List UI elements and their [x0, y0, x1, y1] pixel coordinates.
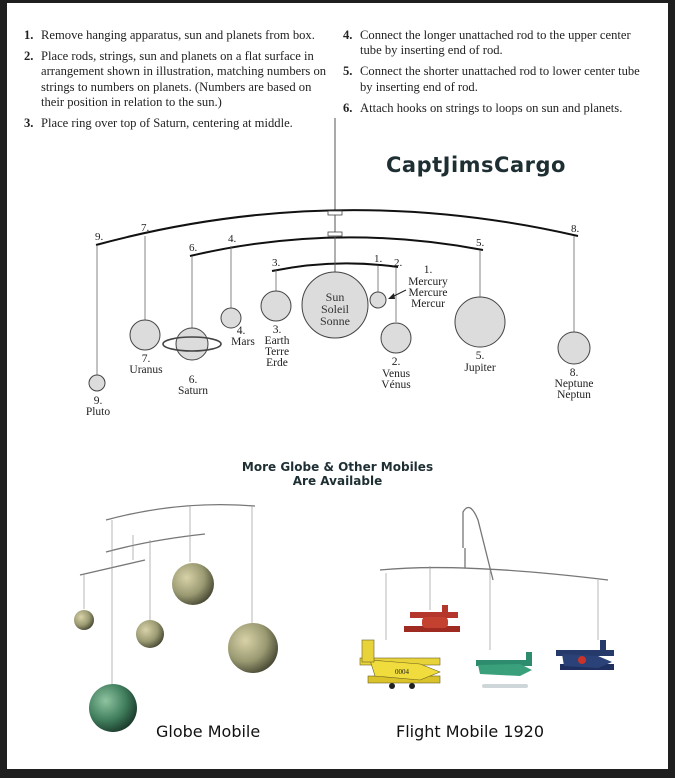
string-number-label: 7.: [141, 222, 150, 234]
planet-label: 3.: [272, 324, 282, 336]
planet-label: Neptune: [554, 378, 594, 390]
planet-label: Erde: [266, 357, 288, 369]
planet-label: 5.: [475, 350, 485, 362]
string-number-label: 5.: [476, 237, 485, 249]
blue-biplane: [556, 640, 614, 670]
planet-label: Terre: [264, 346, 290, 358]
lower-center-tube: [328, 232, 342, 236]
planet-label: 1.: [423, 264, 433, 276]
string-number-label: 9.: [95, 231, 104, 243]
planet-label: 9.: [93, 395, 103, 407]
instruction-step: 3. Place ring over top of Saturn, centering at middle.: [24, 116, 293, 131]
instruction-step: 4. Connect the longer unattached rod to the upper center tube by inserting end of rod.: [343, 28, 631, 58]
upper-center-tube: [328, 211, 342, 215]
saturn-sphere: [176, 328, 208, 360]
globe-sphere: [74, 610, 94, 630]
planet-label: 8.: [569, 367, 579, 379]
sun-label: Sonne: [320, 314, 350, 328]
planet-label: Mercure: [408, 287, 448, 299]
planet-label: Neptun: [557, 389, 591, 401]
globe-sphere: [172, 563, 214, 605]
promo-line: More Globe & Other Mobiles: [241, 460, 434, 474]
yellow-biplane: [360, 640, 440, 689]
plane-tail-text: 0004: [395, 668, 409, 676]
globe-mobile-photo: [74, 505, 278, 732]
planet-label: 2.: [391, 356, 401, 368]
green-seaplane: [476, 652, 532, 688]
sun-label: Soleil: [320, 302, 350, 316]
globe-sphere: [228, 623, 278, 673]
string-number-label: 4.: [228, 233, 237, 245]
globe-sphere: [89, 684, 137, 732]
planet-label: 4.: [236, 325, 246, 337]
flight-mobile-caption: Flight Mobile 1920: [396, 722, 545, 741]
promo-line: Are Available: [292, 474, 383, 488]
planet-label: Jupiter: [464, 362, 496, 374]
instruction-step: 2. Place rods, strings, sun and planets on a flat surface in arrangement shown in illustration, matching numbers on strings to numbers on planets. (Numbers are based on their position in relation to the sun.): [24, 49, 327, 109]
promo-text: [0, 460, 675, 488]
planet-label: Vénus: [381, 379, 411, 391]
string-number-label: 2.: [394, 257, 403, 269]
instruction-step: 5. Connect the shorter unattached rod to lower center tube by inserting end of rod.: [343, 64, 640, 94]
planet-label: Mercur: [411, 298, 445, 310]
arrow-icon: [388, 293, 395, 299]
instruction-step: 1. Remove hanging apparatus, sun and planets from box.: [24, 28, 315, 42]
earth-sphere: [261, 291, 291, 321]
uranus-sphere: [130, 320, 160, 350]
jupiter-sphere: [455, 297, 505, 347]
instruction-step: 6. Attach hooks on strings to loops on sun and planets.: [343, 100, 623, 115]
brand-logo-text: CaptJimsCargo: [386, 153, 566, 177]
planet-label: Venus: [381, 368, 411, 380]
planet-label: Saturn: [177, 385, 209, 397]
planet-label: Earth: [264, 335, 290, 347]
planet-label: Mars: [231, 336, 255, 348]
sun-label: Sun: [325, 290, 345, 304]
pluto-sphere: [89, 375, 105, 391]
venus-sphere: [381, 323, 411, 353]
string-number-label: 3.: [272, 257, 281, 269]
flight-mobile-photo: [360, 508, 614, 690]
string-number-label: 6.: [189, 242, 198, 254]
neptune-sphere: [558, 332, 590, 364]
string-number-label: 8.: [571, 223, 580, 235]
string-number-label: 1.: [374, 253, 383, 265]
globe-mobile-caption: Globe Mobile: [156, 722, 261, 741]
globe-sphere: [136, 620, 164, 648]
planet-label: Mercury: [408, 276, 448, 288]
red-biplane: [404, 605, 460, 632]
planet-label: Pluto: [85, 406, 111, 418]
mercury-sphere: [370, 292, 386, 308]
planet-label: 6.: [188, 374, 198, 386]
planet-label: 7.: [141, 353, 151, 365]
planet-label: Uranus: [129, 364, 163, 376]
